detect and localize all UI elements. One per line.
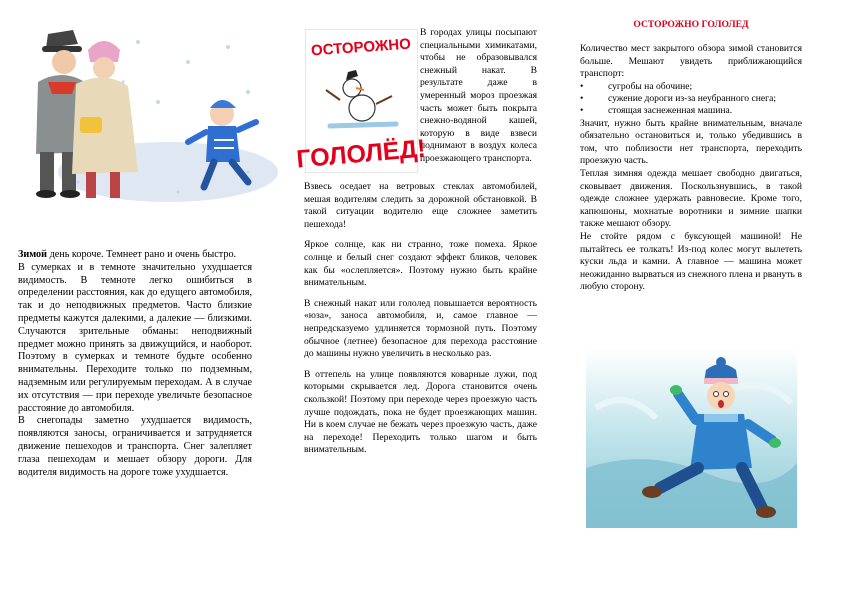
icy-warning-poster <box>295 29 427 174</box>
middle-paragraph-1-tail: Взвесь оседает на ветровых стеклах автомобилей, мешая водителям следить за дорожной обстановкой. В такой ситуации водителю еще сложнее заметить пешехода! <box>304 181 537 230</box>
bullet-symbol: • <box>580 105 584 117</box>
left-paragraph-2: В сумерках и в темноте значительно ухудшается видимость. В темноте легко ошибиться в определении расстояния, как до едущего автомобиля, так и до неподвижных предметов. Часто близкие предметы кажутся далекими, а далекие — близкими. Случаются зрительные обманы: неподвижный предмет можно принять за движущийся, и наоборот. Поэтому в сумерках и темноте будьте особенно внимательны. Переходите только по подземным, надземным или регулируемым переходам. А в случае их отсутствия — при переходе увеличьте безопасное расстояние до автомобиля. <box>18 261 252 414</box>
right-intro: Количество мест закрытого обзора зимой становится больше. Мешают увидеть приближающийся транспорт: <box>580 43 802 80</box>
list-item: • стоящая заснеженная машина. <box>580 105 733 117</box>
list-item: • сужение дороги из-за неубранного снега; <box>580 93 777 105</box>
right-paragraph-3: Не стойте рядом с буксующей машиной! Не пытайтесь ее толкать! Из-под колес могут вылететь куски льда и камни. А главное — машина может неожиданно вырваться из снежного плена и рвануть в любую сторону. <box>580 231 802 293</box>
middle-paragraph-3: В снежный накат или гололед повышается вероятность «юза», заноса автомобиля, и, самое главное — непредсказуемо удлиняется тормозной путь. Поэтому обычное (летнее) безопасное для перехода расстояние до машины нужно увеличить в несколько раз. <box>304 297 537 360</box>
right-bullet-list <box>580 81 802 118</box>
right-paragraph-2: Теплая зимняя одежда мешает свободно двигаться, сковывает движения. Поскользнувшись, в такой одежде сложнее удержать равновесие. Кроме того, капюшоны, мохнатые воротники и зимние шапки также мешают обзору. <box>580 168 802 230</box>
right-text-column <box>580 19 802 294</box>
list-item: • сугробы на обочине; <box>580 80 693 92</box>
winter-pedestrians-illustration <box>18 22 270 212</box>
middle-text-top <box>420 27 537 166</box>
left-paragraph-1 <box>18 249 252 262</box>
child-slipping-on-ice-illustration <box>586 348 797 528</box>
left-paragraph-1-rest: день короче. Темнеет рано и очень быстро. <box>47 249 237 260</box>
left-paragraph-1-bold: Зимой <box>18 249 48 260</box>
middle-paragraph-1-head: В городах улицы посыпают специальными химикатами, чтобы не образовывался снежный накат. В результате даже в умеренный мороз проезжая часть может быть покрыта снежно-водяной кашей, которую в виде взвеси поднимают в воздух колеса проезжающего транспорта. <box>420 27 537 164</box>
right-title: ОСТОРОЖНО ГОЛОЛЕД <box>633 19 749 30</box>
bullet-symbol: • <box>580 93 584 105</box>
right-paragraph-1: Значит, нужно быть крайне внимательным, вначале обязательно остановиться и, только убедившись в том, что поблизости нет транспорта, переходить проезжую часть. <box>580 117 802 167</box>
bullet-symbol: • <box>580 80 584 92</box>
left-text-column <box>18 249 252 479</box>
left-paragraph-3: В снегопады заметно ухудшается видимость, появляются заносы, ограничивается и затрудняется движение пешеходов и транспорта. Снег залепляет глаза пешеходам и мешает обзору дороги. Для водителя видимость на дороге тоже ухудшается. <box>18 415 252 478</box>
poster-line-2: ГОЛОЛЁД! <box>295 134 427 174</box>
middle-paragraph-2: Яркое солнце, как ни странно, тоже помеха. Яркое солнце и белый снег создают эффект бликов, человек как бы «ослепляется». Поэтому нужно быть крайне внимательным. <box>304 239 537 289</box>
poster-line-1: ОСТОРОЖНО <box>310 35 412 60</box>
middle-paragraph-4: В оттепель на улице появляются коварные лужи, под которыми скрывается лед. Дорога становится очень скользкой! Поэтому при переходе через проезжую часть лучше подождать, пока не будет проезжающих машин. Ни в коем случае не бежать через проезжую часть, даже на переходе! Переходить только шагом и быть внимательным. <box>304 368 537 456</box>
middle-text-column <box>304 181 537 457</box>
